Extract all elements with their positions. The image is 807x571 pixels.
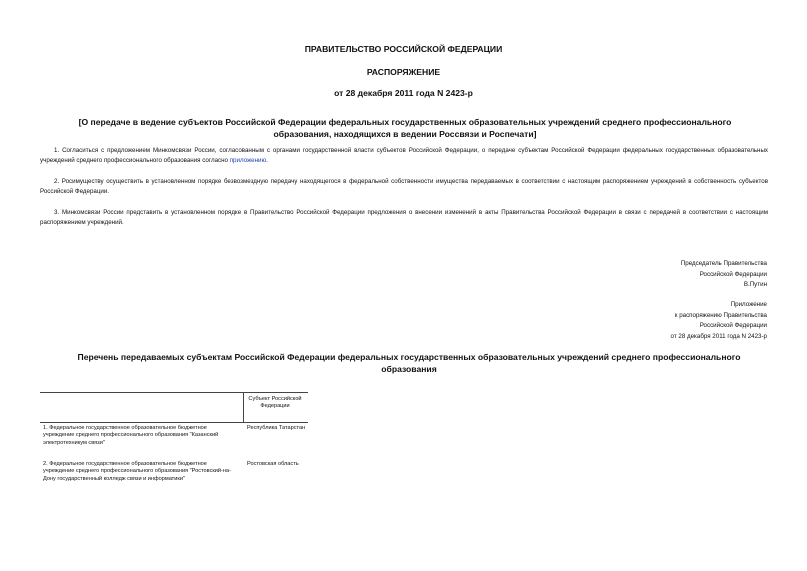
signature-country: Российской Федерации [699,270,767,278]
table-top-border [40,392,308,393]
document-subject: [О передаче в ведение субъектов Российской Федерации федеральных государственных образовательных учреждений среднего профессионального образования, находящихся в ведении Россвязи и Роспечати] [78,117,732,139]
paragraph-1 [40,146,768,166]
signature-block [681,259,767,291]
document-date: от 28 декабря 2011 года N 2423-р [334,88,473,98]
signature-position: Председатель Правительства [680,260,767,267]
table-row-2-name: 2. Федеральное государственное образовательное бюджетное учреждение среднего профессионального образования "Ростовский-на-Дону государственный колледж связи и информатики" [43,461,231,482]
table-header-border [40,422,308,423]
appendix-ref-1: к распоряжению Правительства [674,311,767,319]
government-heading: ПРАВИТЕЛЬСТВО РОССИЙСКОЙ ФЕДЕРАЦИИ [304,44,503,54]
appendix-block [671,300,767,342]
paragraph-1-end: . [266,157,268,164]
appendix-date: от 28 декабря 2011 года N 2423-р [670,332,767,340]
table-row-2-subject: Ростовская область [247,461,299,467]
table-row-1-name: 1. Федеральное государственное образовательное бюджетное учреждение среднего профессионального образования "Казанский электротехникум связи" [43,425,219,446]
list-title: Перечень передаваемых субъектам Российской Федерации федеральных государственных образовательных учреждений среднего профессионального образования [77,352,741,374]
paragraph-1-text: 1. Согласиться с предложением Минкомсвязи России, согласованным с органами государственной власти субъектов Российской Федерации, о передаче субъектам Российской Федерации федеральных государственных образовательных учреждений среднего профессионального образования согласно [40,147,768,164]
appendix-link[interactable]: приложению [229,157,267,164]
appendix-label: Приложение [730,301,767,308]
paragraph-3: 3. Минкомсвязи России представить в установленном порядке в Правительство Российской Федерации предложения о внесении изменений в акты Правительства Российской Федерации в связи с передачей в соответствии с настоящим распоряжением учреждений. [40,209,768,226]
appendix-ref-2: Российской Федерации [699,322,767,330]
paragraph-2: 2. Росимуществу осуществить в установленном порядке безвозмездную передачу находящегося в федеральной собственности имущества передаваемых в соответствии с настоящим распоряжением учреждений в собственность субъектов Российской Федерации. [40,178,768,195]
document-type-heading: РАСПОРЯЖЕНИЕ [366,67,441,77]
table-row-1-subject: Республика Татарстан [247,425,306,431]
table-header-subject: Субъект Российской Федерации [248,396,302,410]
table-column-divider [243,392,244,422]
signature-name: В.Путин [743,281,767,289]
